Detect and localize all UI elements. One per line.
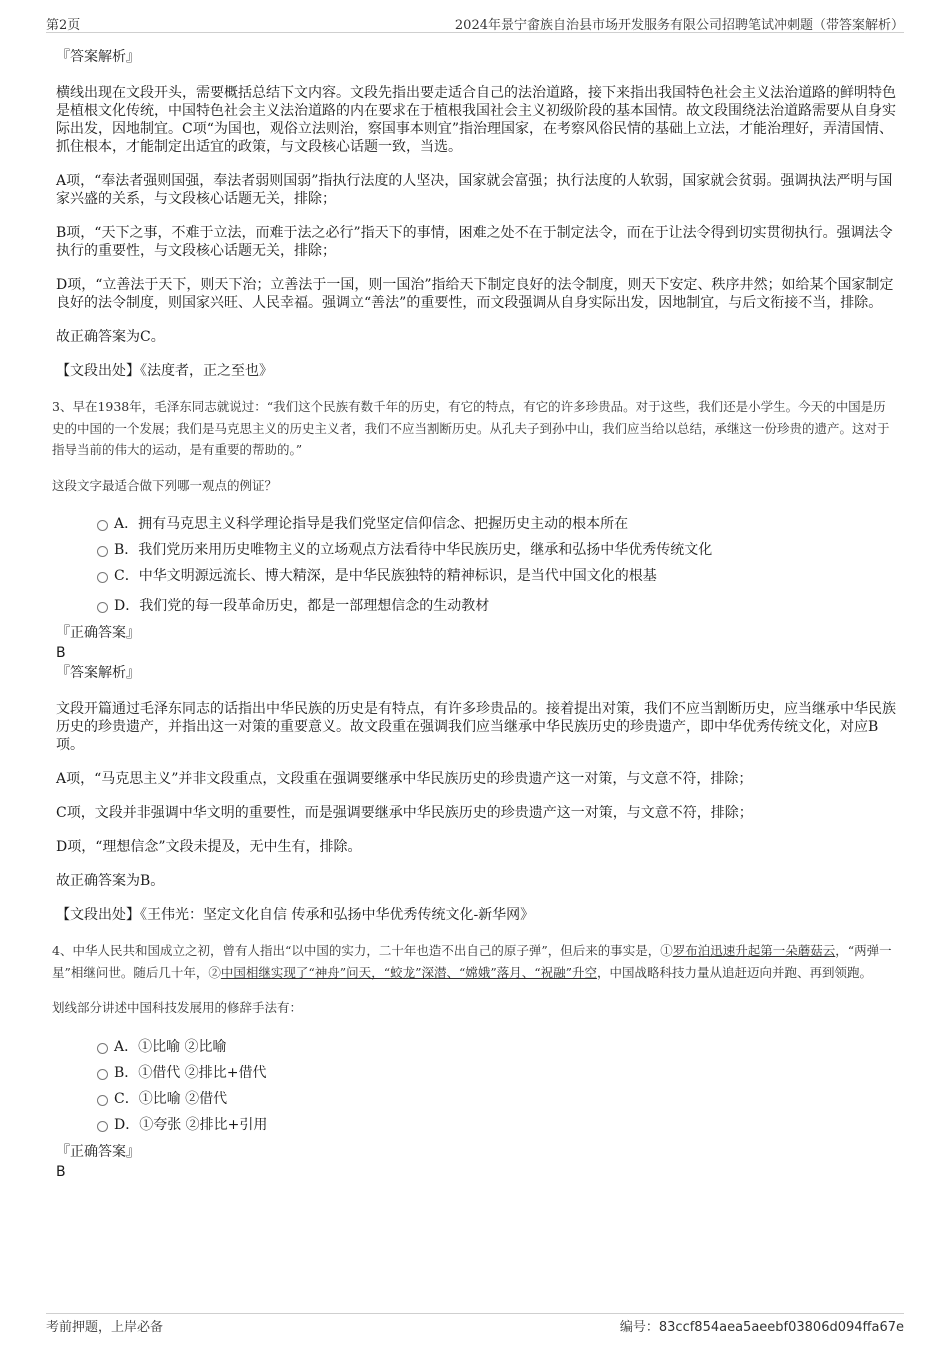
source-citation: 【文段出处】《王伟光：坚定文化自信 传承和弘扬中华优秀传统文化-新华网》 <box>56 907 535 923</box>
option-b[interactable] <box>56 540 896 560</box>
correct-answer-value: B <box>56 1163 66 1180</box>
correct-answer-label: 『正确答案』 <box>56 1143 140 1160</box>
analysis-paragraph: C项，文段并非强调中华文明的重要性，而是强调要继承中华民族历史的珍贵遗产这一对策，与文意不符，排除； <box>56 805 753 821</box>
page-footer <box>46 1316 904 1336</box>
code-value: 83ccf854aea5aeebf03806d094ffa67e <box>658 1320 904 1335</box>
analysis-paragraph: A项，“奉法者强则国强，奉法者弱则国弱”指执行法度的人坚决，国家就会富强；执行法度的人软弱，国家就会贫弱。强调执法严明与国家兴盛的关系，与文段核心话题无关，排除； <box>56 173 893 207</box>
radio-button[interactable] <box>97 1043 108 1054</box>
stem-text: ，“两弹一星”相继问世。随后几十年，② <box>52 943 892 980</box>
correct-answer-value: B <box>56 645 66 661</box>
footer-divider <box>46 1313 904 1314</box>
document-code <box>620 1316 904 1335</box>
question-stem <box>52 940 896 983</box>
page-number: 第2页 <box>46 18 81 33</box>
code-label: 编号： <box>619 1320 659 1335</box>
analysis-paragraph: 横线出现在文段开头，需要概括总结下文内容。文段先指出要走适合自己的法治道路，接下来指出我国特色社会主义法治道路的鲜明特色是植根文化传统，中国特色社会主义法治道路的内在要求在于植根我国社会主义初级阶段的基本国情。故文段围绕法治道路需要从自身实际出发，因地制宜。C项“为国也，观俗立法则治，察国事本则宜”指治理国家，在考察风俗民情的基础上立法，才能治理好，弄清国情、抓住根本，才能制定出适宜的政策，与文段核心话题一致，当选。 <box>56 85 896 155</box>
question-prompt: 划线部分讲述中国科技发展用的修辞手法有： <box>52 1000 303 1015</box>
option-label: D．①夸张 ②排比+引用 <box>114 1116 268 1133</box>
option-label: B．①借代 ②排比+借代 <box>114 1064 267 1081</box>
option-label: B．我们党历来用历史唯物主义的立场观点方法看待中华民族历史，继承和弘扬中华优秀传统文化 <box>114 542 713 558</box>
radio-button[interactable] <box>97 1069 108 1080</box>
answer-conclusion: 故正确答案为C。 <box>56 329 165 345</box>
page-content <box>52 46 896 1181</box>
underlined-phrase-1: 罗布泊迅速升起第一朵蘑菇云 <box>672 943 836 958</box>
option-c[interactable] <box>56 1089 896 1109</box>
question-prompt: 这段文字最适合做下列哪一观点的例证？ <box>52 477 278 493</box>
answer-conclusion: 故正确答案为B。 <box>56 873 165 889</box>
analysis-paragraph: A项，“马克思主义”并非文段重点，文段重在强调要继承中华民族历史的珍贵遗产这一对策，与文意不符，排除； <box>56 771 753 787</box>
option-list <box>56 514 896 616</box>
footer-slogan: 考前押题，上岸必备 <box>46 1320 164 1335</box>
radio-button[interactable] <box>97 520 108 531</box>
radio-button[interactable] <box>97 572 108 583</box>
option-label: A．拥有马克思主义科学理论指导是我们党坚定信仰信念、把握历史主动的根本所在 <box>114 516 629 532</box>
radio-button[interactable] <box>97 1121 108 1132</box>
analysis-paragraph: D项，“立善法于天下，则天下治；立善法于一国，则一国治”指给天下制定良好的法令制度，则天下安定、秩序井然；如给某个国家制定良好的法令制度，则国家兴旺、人民幸福。强调立“善法”的重要性，而文段强调从自身实际出发，因地制宜，与后文衔接不当，排除。 <box>56 277 894 311</box>
question-stem: 3、早在1938年，毛泽东同志就说过：“我们这个民族有数千年的历史，有它的特点，有它的许多珍贵品。对于这些，我们还是小学生。今天的中国是历史的中国的一个发展；我们是马克思主义的历史主义者，我们不应当割断历史。从孔夫子到孙中山，我们应当给以总结，承继这一份珍贵的遗产。这对于指导当前的伟大的运动，是有重要的帮助的。” <box>52 399 890 457</box>
header-divider <box>46 32 904 33</box>
stem-text: ，中国战略科技力量从追赶迈向并跑、再到领跑。 <box>597 964 873 980</box>
analysis-label: 『答案解析』 <box>56 665 140 681</box>
option-list <box>56 1037 896 1135</box>
analysis-paragraph: B项，“天下之事，不难于立法，而难于法之必行”指天下的事情，困难之处不在于制定法令，而在于让法令得到切实贯彻执行。强调法令执行的重要性，与文段核心话题无关，排除； <box>56 225 893 259</box>
option-a[interactable] <box>56 514 896 534</box>
analysis-paragraph: D项，“理想信念”文段未提及，无中生有，排除。 <box>56 839 362 855</box>
option-a[interactable] <box>56 1037 896 1057</box>
option-label: C．①比喻 ②借代 <box>114 1090 228 1107</box>
option-c[interactable] <box>56 566 896 586</box>
radio-button[interactable] <box>97 1095 108 1106</box>
option-label: D．我们党的每一段革命历史，都是一部理想信念的生动教材 <box>114 598 490 614</box>
radio-button[interactable] <box>97 546 108 557</box>
analysis-label: 『答案解析』 <box>56 49 140 65</box>
option-d[interactable] <box>56 596 896 616</box>
correct-answer-label: 『正确答案』 <box>56 625 140 641</box>
source-citation: 【文段出处】《法度者，正之至也》 <box>56 363 273 379</box>
option-label: A．①比喻 ②比喻 <box>114 1038 227 1055</box>
underlined-phrase-2: 中国相继实现了“神舟”问天，“蛟龙”深潜、“嫦娥”落月、“祝融”升空 <box>220 964 598 980</box>
option-b[interactable] <box>56 1063 896 1083</box>
option-label: C．中华文明源远流长、博大精深，是中华民族独特的精神标识，是当代中国文化的根基 <box>114 568 657 584</box>
document-title: 2024年景宁畲族自治县市场开发服务有限公司招聘笔试冲刺题（带答案解析） <box>454 18 904 33</box>
stem-text: 4、中华人民共和国成立之初，曾有人指出“以中国的实力，二十年也造不出自己的原子弹”，但后来的事实是，① <box>52 943 673 958</box>
analysis-paragraph: 文段开篇通过毛泽东同志的话指出中华民族的历史是有特点，有许多珍贵品的。接着提出对策，我们不应当割断历史，应当继承中华民族历史的珍贵遗产，并指出这一对策的重要意义。故文段重在强调我们应当继承中华民族历史的珍贵遗产，即中华优秀传统文化，对应B项。 <box>56 701 896 753</box>
radio-button[interactable] <box>97 602 108 613</box>
option-d[interactable] <box>56 1115 896 1135</box>
page-header <box>46 14 904 34</box>
